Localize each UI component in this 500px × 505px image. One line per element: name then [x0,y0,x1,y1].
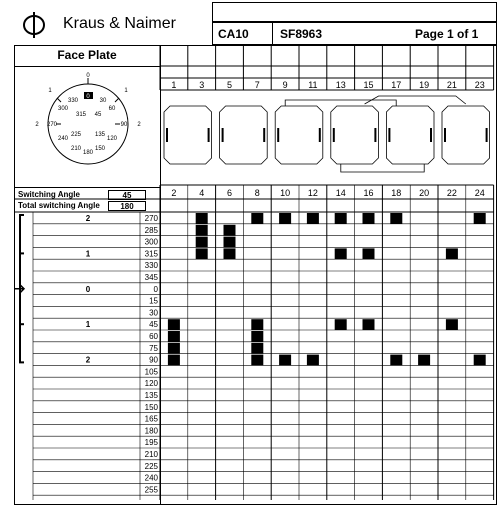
contact-closed-mark [335,213,347,224]
top-terminal-label: 23 [474,80,485,90]
face-plate-label: Face Plate [57,48,117,62]
contact-closed-mark [224,237,236,248]
top-terminal-label: 5 [226,80,233,90]
wiring-jumper [285,100,396,106]
contact-chamber [220,106,268,164]
contact-closed-mark [446,319,458,330]
bottom-terminal-label: 12 [307,188,318,198]
top-terminal-label: 19 [419,80,430,90]
angle-label: 300 [144,237,158,247]
position-label: 0 [85,284,91,294]
position-label: 1 [85,249,91,259]
bottom-terminal-label: 24 [474,188,485,198]
contact-closed-mark [474,213,486,224]
svg-text:45: 45 [94,112,102,118]
contact-closed-mark [168,319,180,330]
contact-closed-mark [474,355,486,366]
svg-text:2: 2 [35,122,39,128]
svg-text:300: 300 [57,106,69,112]
bottom-terminal-label: 4 [199,188,205,198]
angle-label: 255 [144,485,158,495]
bottom-terminal-label: 6 [226,188,233,198]
top-terminal-label: 9 [282,80,288,90]
angle-label: 0 [153,284,158,294]
total-switching-value: 180 [108,201,146,211]
svg-text:30: 30 [99,98,107,104]
angle-label: 150 [144,402,158,412]
contact-closed-mark [335,319,347,330]
angle-label: 225 [144,461,158,471]
svg-text:135: 135 [94,132,106,138]
contact-closed-mark [335,248,347,259]
contact-closed-mark [251,331,263,342]
top-terminal-label: 21 [446,80,457,90]
bottom-terminal-label: 8 [254,188,260,198]
contact-closed-mark [251,343,263,354]
switching-angle-label: Switching Angle [18,190,80,199]
angle-label: 30 [149,308,158,318]
contact-chamber [164,106,212,164]
angle-label: 60 [149,332,158,341]
bottom-terminal-label: 18 [391,188,402,198]
contact-closed-mark [196,237,208,248]
contact-closed-mark [307,213,319,224]
angle-label: 90 [149,355,158,365]
angle-label: 315 [144,249,158,259]
angle-label: 165 [144,414,158,424]
contact-closed-mark [279,213,291,224]
top-terminal-label: 1 [171,80,177,90]
svg-text:180: 180 [82,150,94,156]
svg-text:60: 60 [108,106,116,112]
contact-closed-mark [307,355,319,366]
svg-text:0: 0 [86,94,90,100]
svg-text:2: 2 [137,122,141,128]
contact-chamber [331,106,379,164]
contact-chamber [275,106,323,164]
switching-angle-value: 45 [108,190,146,200]
contact-chamber [386,106,434,164]
svg-text:1: 1 [124,88,128,94]
top-terminal-label: 17 [391,80,402,90]
contact-closed-mark [390,213,402,224]
bottom-terminal-label: 2 [171,188,177,198]
contact-closed-mark [196,225,208,236]
angle-label: 210 [144,450,158,459]
brand-name: Kraus & Naimer [63,15,176,32]
top-terminal-label: 15 [363,80,374,90]
svg-text:240: 240 [57,136,69,142]
bottom-terminal-label: 20 [419,188,430,198]
contact-closed-mark [251,213,263,224]
contact-closed-mark [168,331,180,342]
contact-closed-mark [224,248,236,259]
contact-closed-mark [251,355,263,366]
angle-label: 45 [149,320,158,330]
svg-text:330: 330 [67,98,79,104]
contact-closed-mark [446,248,458,259]
page-label: Page 1 of 1 [415,27,479,41]
bottom-terminal-label: 22 [446,188,457,198]
angle-label: 330 [144,261,158,271]
contact-closed-mark [224,225,236,236]
svg-text:315: 315 [75,112,87,118]
svg-text:120: 120 [106,136,118,142]
position-label: 1 [85,320,91,330]
svg-text:270: 270 [46,122,58,128]
angle-label: 180 [144,426,158,436]
position-label: 2 [85,214,91,223]
contact-closed-mark [363,248,375,259]
contact-chamber [442,106,490,164]
angle-label: 270 [144,214,158,223]
wiring-jumper [341,164,424,172]
angle-label: 15 [149,296,158,306]
contact-closed-mark [418,355,430,366]
svg-text:210: 210 [70,146,82,152]
top-terminal-label: 3 [199,80,205,90]
series-code: CA10 [218,27,249,41]
contact-closed-mark [196,248,208,259]
svg-text:1: 1 [48,88,52,94]
svg-text:150: 150 [94,146,106,152]
angle-label: 285 [144,225,158,235]
angle-label: 120 [144,379,158,389]
position-label: 2 [85,355,91,365]
outer-label-top: 0 [86,73,90,79]
bottom-terminal-label: 10 [280,188,291,198]
contact-closed-mark [363,319,375,330]
contact-closed-mark [363,213,375,224]
top-terminal-label: 11 [308,80,318,90]
bottom-terminal-label: 14 [335,188,346,198]
svg-text:225: 225 [70,132,82,138]
contact-closed-mark [279,355,291,366]
top-terminal-label: 7 [254,80,260,90]
contact-closed-mark [390,355,402,366]
angle-label: 240 [144,473,158,483]
contact-closed-mark [168,355,180,366]
contact-closed-mark [251,319,263,330]
angle-label: 75 [149,343,158,353]
angle-label: 105 [144,367,158,377]
bottom-terminal-label: 16 [363,188,374,198]
total-switching-label: Total switching Angle [18,201,100,210]
angle-label: 135 [144,391,158,400]
svg-text:90: 90 [120,122,128,128]
angle-label: 195 [144,438,158,448]
diagram-code: SF8963 [280,27,323,41]
contact-closed-mark [168,343,180,354]
top-terminal-label: 13 [335,80,346,90]
angle-label: 345 [144,273,158,282]
contact-closed-mark [196,213,208,224]
